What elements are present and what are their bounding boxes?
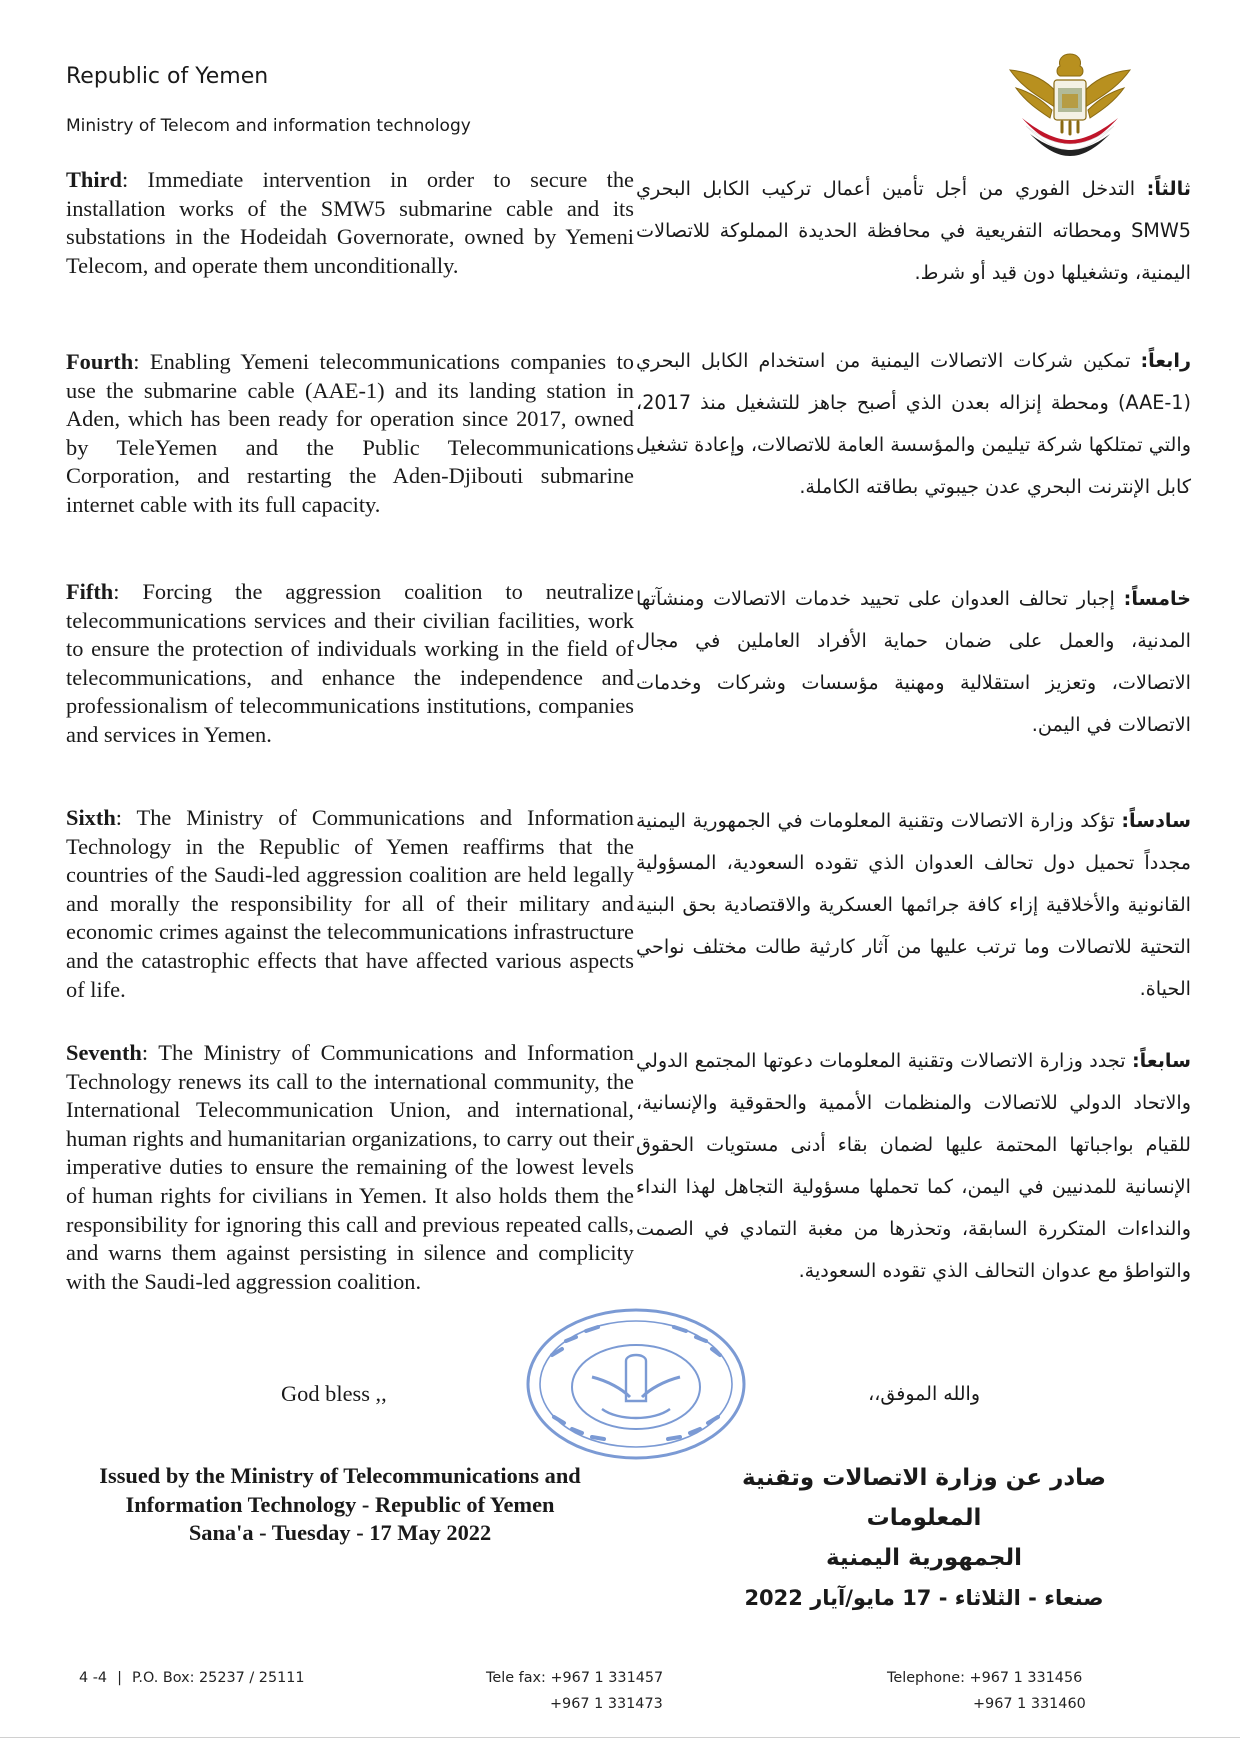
page-number: 4 -4 — [79, 1670, 108, 1686]
header-country: Republic of Yemen — [66, 64, 269, 89]
paragraph-lead: رابعاً: — [1140, 349, 1191, 372]
footer-divider: | — [117, 1670, 122, 1686]
paragraph-text: تمكين شركات الاتصالات اليمنية من استخدام الكابل البحري (AAE-1) ومحطة إنزاله بعدن الذي أصبح جاهز للتشغيل منذ 2017، والتي تمتلكها شركة تيليمن والمؤسسة العامة للاتصالات، وإعادة تشغيل كابل الإنترنت البحري عدن جيبوتي بطاقته الكاملة. — [636, 349, 1191, 498]
paragraph-lead: Sixth — [66, 805, 116, 830]
yemen-eagle-emblem-icon — [1002, 48, 1138, 164]
paragraph-lead: Seventh — [66, 1040, 142, 1065]
issued-line-3: صنعاء - الثلاثاء - 17 مايو/آيار 2022 — [744, 1586, 1104, 1610]
ministry-round-stamp-icon — [522, 1305, 750, 1463]
telefax-line-2: +967 1 331473 — [550, 1696, 663, 1712]
paragraph-text: : The Ministry of Communications and Information Technology renews its call to the international community, the International Telecommunication Union, and international, human rights and humanitarian organizations, to carry out their imperative duties to ensure the remaining of the lowest levels of human rights for civilians in Yemen. It also holds them the responsibility for ignoring this call and previous repeated calls, and warns them against persisting in silence and complicity with the Saudi-led aggression coalition. — [66, 1040, 634, 1294]
arabic-paragraph-third — [636, 168, 1191, 294]
english-paragraph-seventh — [66, 1039, 634, 1296]
closing-god-bless: God bless ,, — [281, 1381, 387, 1406]
paragraph-lead: ثالثاً: — [1146, 177, 1191, 200]
english-paragraph-fourth — [66, 348, 634, 520]
issued-line-3: Sana'a - Tuesday - 17 May 2022 — [188, 1520, 492, 1546]
footer-left — [79, 1665, 305, 1691]
paragraph-lead: Third — [66, 167, 122, 192]
arabic-paragraph-seventh — [636, 1040, 1191, 1292]
closing-arabic: والله الموفق،، — [868, 1383, 980, 1405]
telefax-line-1: Tele fax: +967 1 331457 — [486, 1670, 664, 1686]
paragraph-text: : Immediate intervention in order to secure the installation works of the SMW5 submarine cable and its substations in the Hodeidah Governorate, owned by Yemeni Telecom, and operate them unconditionally. — [66, 167, 634, 278]
english-paragraph-sixth — [66, 804, 634, 1004]
english-paragraph-third — [66, 166, 634, 280]
paragraph-lead: خامساً: — [1123, 587, 1191, 610]
paragraph-text: : The Ministry of Communications and Information Technology in the Republic of Yemen reaffirms that the countries of the Saudi-led aggression coalition are held legally and morally the responsibility for all of their military and economic crimes against the telecommunications infrastructure and the catastrophic effects that have affected various aspects of life. — [66, 805, 634, 1002]
paragraph-text: تؤكد وزارة الاتصالات وتقنية المعلومات في الجمهورية اليمنية مجدداً تحميل دول تحالف العدوان الذي تقوده السعودية، المسؤولية القانونية والأخلاقية إزاء كافة جرائمها العسكرية والاقتصادية بحق البنية التحتية للاتصالات وما ترتب عليها من آثار كارثية طالت مختلف نواحي الحياة. — [636, 809, 1191, 1000]
issued-by-arabic — [700, 1458, 1148, 1618]
paragraph-lead: سابعاً: — [1132, 1049, 1191, 1072]
telephone-line-2: +967 1 331460 — [973, 1696, 1086, 1712]
arabic-paragraph-fifth — [636, 578, 1191, 746]
paragraph-lead: Fifth — [66, 579, 114, 604]
footer-telefax — [486, 1665, 663, 1717]
english-paragraph-fifth — [66, 578, 634, 750]
po-box: P.O. Box: 25237 / 25111 — [131, 1670, 305, 1686]
bottom-rule — [0, 1737, 1240, 1738]
paragraph-text: : Enabling Yemeni telecommunications companies to use the submarine cable (AAE-1) and its landing station in Aden, which has been ready for operation since 2017, owned by TeleYemen and the Public Telecommunications Corporation, and restarting the Aden-Djibouti submarine internet cable with its full capacity. — [66, 349, 634, 517]
issued-line-2: Information Technology - Republic of Yemen — [125, 1491, 555, 1517]
issued-by-english — [66, 1462, 614, 1548]
telephone-line-1: Telephone: +967 1 331456 — [887, 1670, 1083, 1686]
paragraph-lead: سادساً: — [1121, 809, 1191, 832]
issued-line-2: الجمهورية اليمنية — [825, 1545, 1022, 1571]
paragraph-text: تجدد وزارة الاتصالات وتقنية المعلومات دعوتها المجتمع الدولي والاتحاد الدولي للاتصالات والمنظمات الأممية والحقوقية والإنسانية، للقيام بواجباتها المحتمة عليها لضمان بقاء أدنى مستويات الحقوق الإنسانية للمدنيين في اليمن، كما تحملها مسؤولية التجاهل لهذا النداء والنداءات المتكررة السابقة، وتحذرها من مغبة التمادي في الصمت والتواطؤ مع عدوان التحالف الذي تقوده السعودية. — [636, 1049, 1191, 1282]
paragraph-text: التدخل الفوري من أجل تأمين أعمال تركيب الكابل البحري SMW5 ومحطاته التفريعية في محافظة الحديدة المملوكة للاتصالات اليمنية، وتشغيلها دون قيد أو شرط. — [636, 177, 1191, 284]
arabic-paragraph-sixth — [636, 800, 1191, 1010]
paragraph-lead: Fourth — [66, 349, 134, 374]
paragraph-text: إجبار تحالف العدوان على تحييد خدمات الاتصالات ومنشآتها المدنية، والعمل على ضمان حماية الأفراد العاملين في مجال الاتصالات، وتعزيز استقلالية ومهنية مؤسسات وشركات وخدمات الاتصالات في اليمن. — [636, 587, 1191, 736]
footer-telephone — [887, 1665, 1086, 1717]
issued-line-1: Issued by the Ministry of Telecommunications and — [99, 1463, 581, 1488]
paragraph-text: : Forcing the aggression coalition to neutralize telecommunications services and their civilian facilities, work to ensure the protection of individuals working in the field of telecommunications, and enhance the independence and professionalism of telecommunications institutions, companies and services in Yemen. — [66, 579, 634, 747]
issued-line-1: صادر عن وزارة الاتصالات وتقنية المعلومات — [742, 1465, 1106, 1531]
header-ministry: Ministry of Telecom and information technology — [66, 116, 471, 136]
arabic-paragraph-fourth — [636, 340, 1191, 508]
